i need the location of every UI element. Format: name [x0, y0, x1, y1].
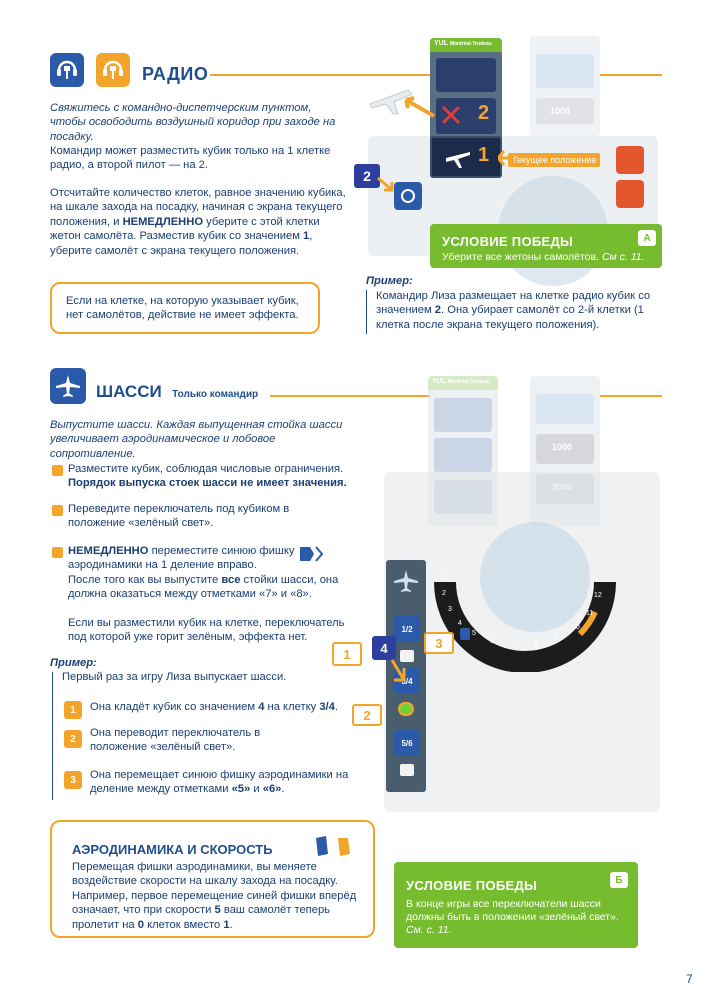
- gear-title: ШАССИ Только командир: [96, 382, 259, 401]
- radio-intro: Свяжитесь с командно-диспетчерским пунктом, чтобы освободить воздушный коридор при заходе на посадку.: [50, 102, 336, 143]
- gear-slot-5-6: 5/6: [394, 730, 420, 756]
- gear-airport-code: YUL Montréal-Trudeau: [432, 378, 490, 385]
- radio-win-text: Уберите все жетоны самолётов. См с. 11.: [442, 251, 645, 263]
- gear-win-letter: Б: [610, 872, 628, 888]
- radio-example-text: Командир Лиза размещает на клетке радио кубик со значением 2. Она убирает самолёт со 2-й клетки (1 клетка после экрана текущего положения).: [376, 290, 651, 331]
- airport-code: YUL Montréal-Trudeau: [434, 40, 492, 47]
- gear-panel-plane-icon: [392, 568, 420, 594]
- radio-win-letter: А: [638, 230, 656, 246]
- dial-tick: 4: [458, 620, 462, 627]
- gear-win-title: УСЛОВИЕ ПОБЕДЫ: [406, 878, 538, 893]
- dial-tick: 5: [472, 630, 476, 637]
- red-x-icon: [440, 104, 462, 126]
- gear-rule-2: Переведите переключатель под кубиком в положение «зелёный свет».: [68, 503, 290, 530]
- gear-altitude-1000: 1000: [552, 442, 573, 452]
- dial-tick: 7: [512, 642, 516, 649]
- dial-tick: 9: [554, 634, 558, 641]
- aero-speed-text: Перемещая фишки аэродинамики, вы меняете воздействие скорости на шкалу захода на посадку. Например, первое перемещение синей фишки вперёд означает, что при скорости 5 ваш самолёт теперь пролетит на 0 клеток вместо 1.: [72, 861, 357, 931]
- aero-speed-title: АЭРОДИНАМИКА И СКОРОСТЬ: [72, 842, 273, 857]
- radio-pilot-icon: [50, 53, 84, 87]
- radio-note-text: Если на клетке, на которую указывает кубик, нет самолётов, действие не имеет эффекта.: [66, 295, 299, 322]
- landing-gear-icon: [50, 368, 86, 404]
- radio-slot-right-a: [616, 146, 644, 174]
- aero-token-move-icon: [298, 544, 326, 564]
- gear-step-1-text: Она кладёт кубик со значением 4 на клетку 3/4.: [90, 701, 338, 713]
- arrow-up-left-icon: [396, 94, 436, 120]
- gear-section: [0, 360, 714, 960]
- gear-win-condition: [394, 862, 638, 948]
- blue-aero-token: [460, 628, 470, 640]
- current-position-label: Текущее положение: [508, 153, 600, 167]
- gear-example-intro: Первый раз за игру Лиза выпускает шасси.: [62, 671, 287, 683]
- aero-speed-box: [50, 820, 375, 938]
- approach-track-faded: [530, 36, 600, 136]
- gear-die: 4: [372, 636, 396, 660]
- altitude-readout: 1000: [550, 106, 571, 116]
- gear-step-2-text: Она переводит переключатель в положение «зелёный свет».: [90, 727, 261, 754]
- gear-switch-2-green: [398, 702, 414, 716]
- arrow-left-icon: [498, 148, 514, 168]
- dial-tick: 6: [490, 638, 494, 645]
- gear-step-1-number: 1: [64, 701, 82, 719]
- gear-win-text: В конце игры все переключатели шасси должны быть в положении «зелёный свет». См. с. 11.: [406, 898, 619, 936]
- airplane-icon: [444, 144, 472, 170]
- gear-bullet-3: [52, 547, 63, 558]
- gear-step-3-number: 3: [64, 771, 82, 789]
- radio-example-rule: [366, 290, 367, 334]
- plane-count-1: 1: [478, 144, 490, 166]
- gear-rule-4: Если вы разместили кубик на клетке, переключатель под которой уже горит зелёным, эффекта нет.: [68, 617, 345, 644]
- plane-count-2: 2: [478, 102, 490, 124]
- current-position-screen: [430, 136, 502, 178]
- die-placement-arrow-icon: [388, 658, 412, 686]
- radio-section: [0, 0, 714, 340]
- callout-2: 2: [352, 704, 382, 726]
- callout-1: 1: [332, 642, 362, 666]
- radio-paragraph-2: Отсчитайте количество клеток, равное значению кубика, на шкале захода на посадку, начиная с экрана текущего положения, и НЕМЕДЛЕННО уберите с этой клетки жетон самолёта. Разместив кубик со значением 1, уберите самолёт с экрана текущего положения.: [50, 187, 346, 257]
- gear-step-3-text: Она перемещает синюю фишку аэродинамики на деление между отметками «5» и «6».: [90, 769, 349, 796]
- page-number: 7: [686, 972, 693, 986]
- gear-bullet-1: [52, 465, 63, 476]
- radio-win-condition: [430, 224, 662, 268]
- dial-tick: 10: [572, 624, 580, 631]
- gear-step-2-number: 2: [64, 730, 82, 748]
- dial-tick: 8: [534, 640, 538, 647]
- radio-title: РАДИО: [142, 64, 209, 84]
- dial-tick: 3: [448, 606, 452, 613]
- gear-example-rule: [52, 672, 53, 800]
- arrow-down-right-icon: [376, 176, 396, 194]
- radio-win-title: УСЛОВИЕ ПОБЕДЫ: [442, 234, 574, 249]
- gear-rule-1: Разместите кубик, соблюдая числовые ограничения. Порядок выпуска стоек шасси не имеет значения.: [68, 463, 347, 490]
- gear-example-label: Пример:: [50, 657, 97, 669]
- radio-paragraph-1: Командир может разместить кубик только на 1 клетке радио, а второй пилот — на 2.: [50, 145, 331, 172]
- dial-tick: 12: [594, 592, 602, 599]
- aero-tokens-icon: [314, 834, 354, 858]
- radio-die: 2: [354, 164, 380, 188]
- radio-example-label: Пример:: [366, 275, 413, 287]
- dial-tick: 1: [440, 574, 444, 581]
- radio-slot-right-b: [616, 180, 644, 208]
- gear-switch-3: [400, 764, 414, 776]
- callout-3: 3: [424, 632, 454, 654]
- dial-tick: 11: [586, 610, 594, 617]
- radio-copilot-icon: [96, 53, 130, 87]
- radio-slot-left: [394, 182, 422, 210]
- gear-intro: Выпустите шасси. Каждая выпущенная стойка шасси увеличивает аэродинамическое и лобовое сопротивление.: [50, 419, 343, 460]
- gear-rule-3: НЕМЕДЛЕННО переместите синюю фишку аэродинамики на 1 деление вправо. После того как вы выпустите все стойки шасси, она должна оказаться между отметками «7» и «8».: [68, 545, 339, 601]
- dial-tick: 2: [442, 590, 446, 597]
- radio-note-box: [50, 282, 320, 334]
- gear-slot-1-2: 1/2: [394, 616, 420, 642]
- gear-bullet-2: [52, 505, 63, 516]
- gear-board-illustration: [343, 372, 662, 822]
- dial-ticks: [430, 572, 620, 672]
- gear-slot-3-4: 3/4: [394, 668, 420, 694]
